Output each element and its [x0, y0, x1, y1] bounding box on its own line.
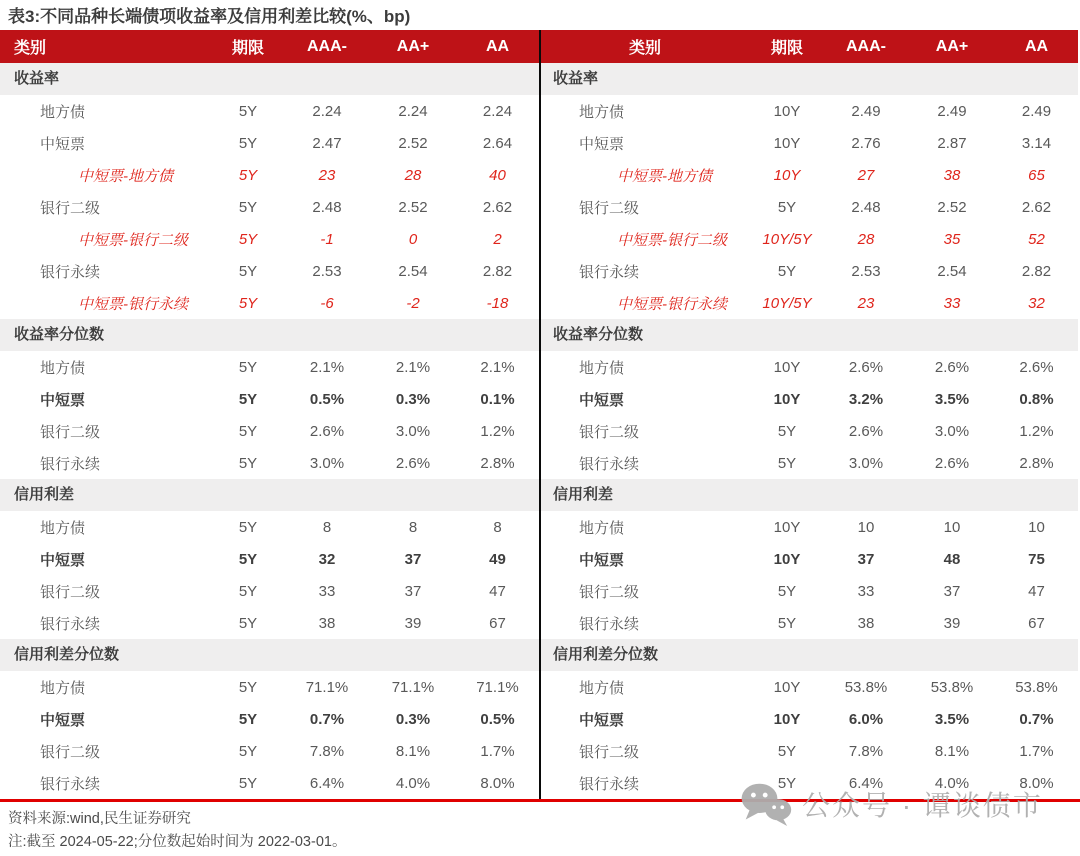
- term-cell: 5Y: [777, 774, 797, 792]
- category-cell: 银行二级: [40, 583, 101, 601]
- wechat-icon: [740, 781, 792, 827]
- column-header: AA: [485, 37, 510, 55]
- value-cell: 39: [404, 614, 422, 632]
- term-cell: 10Y: [773, 102, 801, 120]
- value-cell: 52: [1028, 230, 1045, 248]
- table-row: [539, 287, 1078, 319]
- category-cell: 中短票-地方债: [617, 167, 712, 185]
- value-cell: 3.5%: [934, 390, 970, 408]
- value-cell: 7.8%: [848, 742, 884, 760]
- value-cell: 47: [1028, 582, 1045, 600]
- table-row: [0, 223, 539, 255]
- term-cell: 5Y: [238, 198, 258, 216]
- table-row: [0, 351, 539, 383]
- term-cell: 10Y: [773, 710, 801, 728]
- value-cell: 2.6%: [848, 358, 884, 376]
- value-cell: 2.53: [851, 262, 881, 280]
- value-cell: 33: [943, 294, 961, 312]
- table-half-5y: [0, 30, 539, 799]
- value-cell: 0.3%: [395, 710, 431, 728]
- term-cell: 5Y: [238, 230, 258, 248]
- term-cell: 5Y: [238, 454, 258, 472]
- value-cell: 65: [1028, 166, 1045, 184]
- value-cell: 75: [1028, 550, 1045, 568]
- watermark-text: 公众号 · 谭谈债市: [802, 790, 1043, 821]
- value-cell: 3.0%: [934, 422, 970, 440]
- category-cell: 中短票-银行二级: [78, 231, 188, 249]
- term-cell: 5Y: [777, 614, 797, 632]
- value-cell: 8.1%: [395, 742, 431, 760]
- value-cell: 3.2%: [848, 390, 884, 408]
- value-cell: 2.54: [398, 262, 428, 280]
- value-cell: 2.62: [1021, 198, 1052, 216]
- value-cell: 49: [489, 550, 506, 568]
- table-row: [0, 191, 539, 223]
- table-row: [0, 287, 539, 319]
- column-header: 期限: [231, 40, 264, 57]
- table-row: [0, 415, 539, 447]
- category-cell: 中短票: [579, 551, 625, 569]
- value-cell: 2.1%: [395, 358, 431, 376]
- value-cell: 8: [408, 518, 418, 536]
- value-cell: 2.64: [482, 134, 513, 152]
- term-cell: 5Y: [238, 582, 258, 600]
- value-cell: 2.52: [937, 198, 967, 216]
- category-cell: 中短票: [40, 551, 86, 569]
- table-row: [0, 543, 539, 575]
- term-cell: 5Y: [238, 358, 258, 376]
- table-divider: [539, 30, 541, 799]
- term-cell: 5Y: [238, 262, 258, 280]
- value-cell: 8: [322, 518, 332, 536]
- value-cell: 2.52: [398, 198, 428, 216]
- value-cell: 0.7%: [1019, 710, 1054, 728]
- term-cell: 5Y: [777, 198, 797, 216]
- term-cell: 5Y: [238, 102, 258, 120]
- value-cell: 38: [318, 614, 336, 632]
- table-row: [539, 191, 1078, 223]
- table-row: [0, 127, 539, 159]
- table-row: [0, 383, 539, 415]
- table-row: [539, 159, 1078, 191]
- value-cell: 4.0%: [934, 774, 970, 792]
- term-cell: 10Y: [773, 550, 801, 568]
- value-cell: 32: [1028, 294, 1045, 312]
- term-cell: 10Y: [773, 390, 801, 408]
- term-cell: 10Y/5Y: [762, 294, 812, 312]
- category-cell: 地方债: [40, 519, 86, 537]
- term-cell: 5Y: [238, 390, 258, 408]
- column-header: AAA-: [307, 37, 347, 55]
- column-header: 类别: [14, 40, 47, 57]
- value-cell: 48: [943, 550, 961, 568]
- value-cell: 2.8%: [1019, 454, 1054, 472]
- value-cell: 2.52: [398, 134, 428, 152]
- column-header: AA: [1024, 37, 1049, 55]
- category-cell: 中短票: [579, 711, 625, 729]
- section-header: 信用利差: [539, 479, 1078, 511]
- value-cell: 2.48: [851, 198, 881, 216]
- value-cell: 3.5%: [934, 710, 970, 728]
- value-cell: 0.1%: [480, 390, 515, 408]
- value-cell: 2.82: [482, 262, 513, 280]
- term-cell: 10Y: [773, 166, 801, 184]
- value-cell: 37: [857, 550, 875, 568]
- value-cell: 0.8%: [1019, 390, 1054, 408]
- table-row: [0, 607, 539, 639]
- table-row: [0, 735, 539, 767]
- term-cell: 10Y: [773, 134, 801, 152]
- category-cell: 银行永续: [40, 615, 101, 633]
- value-cell: 71.1%: [305, 678, 349, 696]
- category-cell: 银行永续: [40, 775, 101, 793]
- column-header: AA+: [396, 37, 430, 55]
- value-cell: 2.62: [482, 198, 513, 216]
- value-cell: 38: [857, 614, 875, 632]
- value-cell: 37: [943, 582, 961, 600]
- value-cell: 3.14: [1021, 134, 1052, 152]
- table-row: [539, 415, 1078, 447]
- term-cell: 10Y: [773, 678, 801, 696]
- term-cell: 10Y: [773, 518, 801, 536]
- category-cell: 中短票: [579, 135, 625, 153]
- source-note: 资料来源:wind,民生证券研究: [8, 811, 191, 827]
- category-cell: 银行永续: [40, 263, 101, 281]
- section-header: 收益率: [539, 63, 1078, 95]
- watermark: [740, 781, 1043, 827]
- value-cell: 3.0%: [848, 454, 884, 472]
- value-cell: 2.54: [937, 262, 967, 280]
- term-cell: 5Y: [238, 678, 258, 696]
- category-cell: 银行永续: [579, 615, 640, 633]
- value-cell: 8.0%: [1019, 774, 1054, 792]
- category-cell: 地方债: [40, 103, 86, 121]
- value-cell: 8.0%: [480, 774, 515, 792]
- table-row: [0, 575, 539, 607]
- value-cell: 8: [493, 518, 502, 536]
- section-header: 信用利差: [0, 479, 539, 511]
- category-cell: 地方债: [579, 103, 625, 121]
- term-cell: 5Y: [238, 550, 258, 568]
- value-cell: 32: [318, 550, 336, 568]
- value-cell: 2.24: [312, 102, 342, 120]
- category-cell: 银行永续: [579, 455, 640, 473]
- category-cell: 银行二级: [40, 423, 101, 441]
- table-row: [539, 383, 1078, 415]
- table-half-10y: [539, 30, 1078, 799]
- term-cell: 5Y: [238, 166, 258, 184]
- value-cell: 1.2%: [480, 422, 515, 440]
- value-cell: 2: [493, 230, 502, 248]
- category-cell: 地方债: [40, 679, 86, 697]
- category-cell: 银行二级: [579, 199, 640, 217]
- value-cell: 53.8%: [930, 678, 974, 696]
- value-cell: 10: [943, 518, 961, 536]
- value-cell: 37: [404, 550, 422, 568]
- value-cell: 2.6%: [934, 454, 970, 472]
- table-row: [539, 447, 1078, 479]
- section-header: 收益率: [0, 63, 539, 95]
- value-cell: 53.8%: [844, 678, 888, 696]
- term-cell: 5Y: [238, 294, 258, 312]
- table-row: [539, 127, 1078, 159]
- section-header: 信用利差分位数: [539, 639, 1078, 671]
- value-cell: 8.1%: [934, 742, 970, 760]
- section-header: 信用利差分位数: [0, 639, 539, 671]
- value-cell: 23: [857, 294, 875, 312]
- value-cell: -1: [320, 230, 334, 248]
- category-cell: 地方债: [579, 519, 625, 537]
- column-header: 类别: [628, 40, 661, 57]
- category-cell: 地方债: [579, 679, 625, 697]
- comparison-table: [0, 30, 1080, 802]
- term-cell: 5Y: [238, 422, 258, 440]
- table-row: [539, 351, 1078, 383]
- category-cell: 地方债: [579, 359, 625, 377]
- category-cell: 中短票-银行二级: [617, 231, 727, 249]
- category-cell: 地方债: [40, 359, 86, 377]
- value-cell: 2.53: [312, 262, 342, 280]
- value-cell: 2.8%: [480, 454, 515, 472]
- term-cell: 10Y: [773, 358, 801, 376]
- value-cell: 0: [408, 230, 418, 248]
- table-row: [539, 223, 1078, 255]
- table-row: [539, 543, 1078, 575]
- category-cell: 中短票-地方债: [78, 167, 173, 185]
- table-row: [539, 703, 1078, 735]
- date-note: 注:截至 2024-05-22;分位数起始时间为 2022-03-01。: [8, 834, 347, 850]
- column-header: AAA-: [846, 37, 886, 55]
- table-row: [0, 511, 539, 543]
- value-cell: 2.47: [312, 134, 342, 152]
- value-cell: 2.49: [851, 102, 881, 120]
- value-cell: 28: [857, 230, 875, 248]
- value-cell: 35: [943, 230, 961, 248]
- value-cell: -6: [320, 294, 334, 312]
- value-cell: 2.24: [398, 102, 428, 120]
- category-cell: 银行永续: [579, 775, 640, 793]
- value-cell: 10: [857, 518, 875, 536]
- value-cell: 2.48: [312, 198, 342, 216]
- value-cell: 2.1%: [309, 358, 345, 376]
- value-cell: 2.82: [1021, 262, 1052, 280]
- value-cell: 1.7%: [480, 742, 515, 760]
- value-cell: 53.8%: [1015, 678, 1058, 696]
- category-cell: 银行二级: [579, 423, 640, 441]
- value-cell: 38: [943, 166, 961, 184]
- value-cell: 10: [1028, 518, 1045, 536]
- value-cell: 7.8%: [309, 742, 345, 760]
- table-row: [539, 735, 1078, 767]
- value-cell: 6.4%: [848, 774, 884, 792]
- table-row: [539, 511, 1078, 543]
- term-cell: 5Y: [238, 134, 258, 152]
- value-cell: 0.7%: [309, 710, 345, 728]
- value-cell: 67: [1028, 614, 1045, 632]
- term-cell: 5Y: [238, 518, 258, 536]
- category-cell: 中短票-银行永续: [78, 295, 188, 313]
- value-cell: 0.5%: [309, 390, 345, 408]
- table-row: [539, 255, 1078, 287]
- value-cell: 2.6%: [395, 454, 431, 472]
- value-cell: 2.1%: [480, 358, 515, 376]
- value-cell: 33: [857, 582, 875, 600]
- category-cell: 中短票: [40, 391, 86, 409]
- value-cell: 33: [318, 582, 336, 600]
- category-cell: 中短票: [40, 711, 86, 729]
- value-cell: 71.1%: [391, 678, 435, 696]
- value-cell: 23: [318, 166, 336, 184]
- term-cell: 5Y: [777, 454, 797, 472]
- header-row: [539, 30, 1078, 63]
- table-title: 表3:不同品种长端债项收益率及信用利差比较(%、bp): [8, 7, 411, 26]
- value-cell: 2.87: [937, 134, 967, 152]
- value-cell: 2.24: [482, 102, 513, 120]
- category-cell: 银行二级: [40, 743, 101, 761]
- value-cell: 27: [857, 166, 875, 184]
- value-cell: 2.6%: [1019, 358, 1054, 376]
- term-cell: 10Y/5Y: [762, 230, 812, 248]
- value-cell: 71.1%: [476, 678, 519, 696]
- value-cell: 3.0%: [309, 454, 345, 472]
- table-row: [0, 255, 539, 287]
- table-row: [0, 767, 539, 799]
- category-cell: 银行二级: [579, 583, 640, 601]
- value-cell: -2: [406, 294, 420, 312]
- column-header: AA+: [935, 37, 969, 55]
- value-cell: 6.0%: [848, 710, 884, 728]
- term-cell: 5Y: [777, 262, 797, 280]
- value-cell: 2.6%: [309, 422, 345, 440]
- term-cell: 5Y: [238, 710, 258, 728]
- column-header: 期限: [770, 40, 803, 57]
- table-row: [0, 447, 539, 479]
- term-cell: 5Y: [238, 774, 258, 792]
- value-cell: 37: [404, 582, 422, 600]
- category-cell: 中短票-银行永续: [617, 295, 727, 313]
- value-cell: 6.4%: [309, 774, 345, 792]
- value-cell: 0.5%: [480, 710, 515, 728]
- value-cell: 3.0%: [395, 422, 431, 440]
- table-row: [0, 671, 539, 703]
- category-cell: 银行永续: [40, 455, 101, 473]
- term-cell: 5Y: [777, 582, 797, 600]
- value-cell: 67: [489, 614, 506, 632]
- section-header: 收益率分位数: [539, 319, 1078, 351]
- value-cell: 2.49: [937, 102, 967, 120]
- table-row: [539, 607, 1078, 639]
- value-cell: 0.3%: [395, 390, 431, 408]
- category-cell: 银行永续: [579, 263, 640, 281]
- table-row: [0, 159, 539, 191]
- term-cell: 5Y: [777, 742, 797, 760]
- table-row: [0, 703, 539, 735]
- value-cell: -18: [486, 294, 509, 312]
- category-cell: 银行二级: [40, 199, 101, 217]
- value-cell: 2.6%: [934, 358, 970, 376]
- value-cell: 2.6%: [848, 422, 884, 440]
- term-cell: 5Y: [238, 614, 258, 632]
- category-cell: 中短票: [579, 391, 625, 409]
- value-cell: 1.7%: [1019, 742, 1054, 760]
- value-cell: 39: [943, 614, 961, 632]
- table-row: [539, 575, 1078, 607]
- table-row: [0, 95, 539, 127]
- table-row: [539, 95, 1078, 127]
- category-cell: 中短票: [40, 135, 86, 153]
- value-cell: 2.49: [1021, 102, 1052, 120]
- value-cell: 40: [489, 166, 506, 184]
- section-header: 收益率分位数: [0, 319, 539, 351]
- value-cell: 47: [489, 582, 506, 600]
- value-cell: 1.2%: [1019, 422, 1054, 440]
- term-cell: 5Y: [777, 422, 797, 440]
- value-cell: 2.76: [851, 134, 881, 152]
- value-cell: 28: [404, 166, 422, 184]
- header-row: [0, 30, 539, 63]
- value-cell: 4.0%: [395, 774, 431, 792]
- category-cell: 银行二级: [579, 743, 640, 761]
- term-cell: 5Y: [238, 742, 258, 760]
- table-row: [539, 671, 1078, 703]
